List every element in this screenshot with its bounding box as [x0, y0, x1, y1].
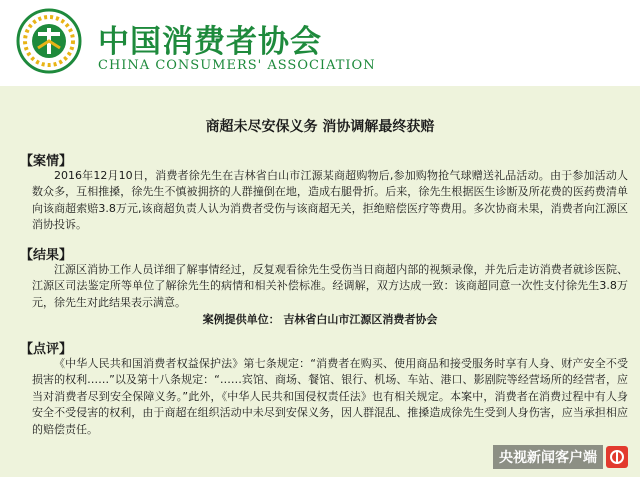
watermark-text: 央视新闻客户端	[493, 445, 603, 469]
org-name-en: CHINA CONSUMERS' ASSOCIATION	[98, 58, 376, 73]
org-name-cn: 中国消费者协会	[98, 24, 322, 60]
review-heading: 【点评】	[20, 342, 73, 357]
result-heading: 【结果】	[20, 248, 73, 263]
review-paragraph: 《中华人民共和国消费者权益保护法》第七条规定：“消费者在购买、使用商品和接受服务时享有人身、财产安全不受损害的权利……”以及第十八条规定：“……宾馆、商场、餐馆、银行、机场、车站、港口、影剧院等经营场所的经营者，应当对消费者尽到安全保障义务。”此外，《中华人民共和国侵权责任法》也有相关规定。本案中，消费者在消费过程中有人身安全不受侵害的权利，由于商超在组织活动中未尽到安保义务，因人群混乱、推搡造成徐先生受到人身伤害，应当承担相应的赔偿责任。	[32, 357, 628, 436]
header	[0, 0, 640, 86]
case-credit: 案例提供单位： 吉林省白山市江源区消费者协会	[202, 313, 438, 326]
watermark	[493, 445, 628, 469]
result-paragraph: 江源区消协工作人员详细了解事情经过，反复观看徐先生受伤当日商超内部的视频录像，并先后走访消费者就诊医院、江源区司法鉴定所等单位了解徐先生的病情和相关补偿标准。经调解，双方达成一致：该商超同意一次性支付徐先生3.8万元，徐先生对此结果表示满意。	[32, 263, 628, 309]
article-title: 商超未尽安保义务 消协调解最终获赔	[205, 119, 435, 135]
cctv-news-logo-icon	[606, 446, 628, 468]
case-paragraph: 2016年12月10日，消费者徐先生在吉林省白山市江源某商超购物后,参加购物抢气球赠送礼品活动。由于参加活动人数众多，互相推搡，徐先生不慎被拥挤的人群撞倒在地，造成右腿骨折。后来，徐先生根据医生诊断及所花费的医药费清单向该商超索赔3.8万元,该商超负责人认为消费者受伤与该商超无关，拒绝赔偿医疗等费用。多次协商未果，消费者向江源区消协投诉。	[32, 169, 628, 232]
cca-emblem-icon	[16, 8, 82, 74]
case-heading: 【案情】	[20, 154, 73, 169]
